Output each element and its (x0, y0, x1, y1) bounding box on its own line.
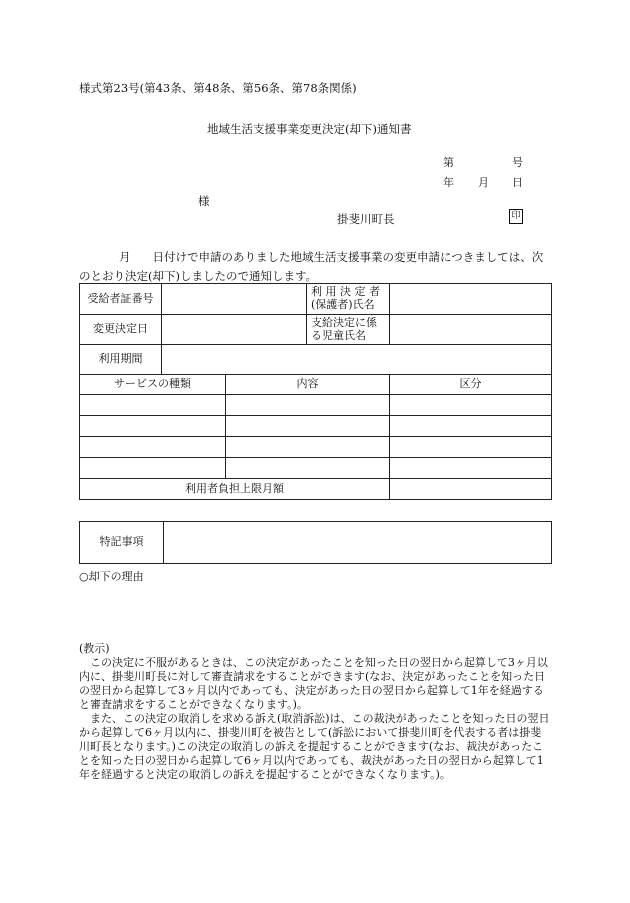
rejection-reason-label: ○却下の理由 (79, 570, 144, 583)
change-date-value[interactable] (162, 315, 307, 345)
doc-number-go: 号 (512, 156, 523, 169)
category-cell[interactable] (390, 458, 552, 479)
notice-paragraph-2: また、この決定の取消しを求める訴え(取消訴訟)は、この裁決があったことを知った日の翌日から起算して6ヶ月以内に、掛斐川町を被告として(訴訟において掛斐川町を代表する者は掛斐川町長となります。)この決定の取消しの訴えを提起することができます(なお、裁決があったことを知った日の翌日から起算して6ヶ月以内であっても、裁決があった日の翌日から起算して1年を経過すると決定の取消しの訴えを提起することができなくなります。)。 (79, 712, 550, 781)
notice-paragraph-1: この決定に不服があるときは、この決定があったことを知った日の翌日から起算して3ヶ月以内に、掛斐川町長に対して審査請求をすることができます(なお、決定があったことを知った日の翌日から起算して3ヶ月以内であっても、決定があった日の翌日から起算して1年を経過すると審査請求をすることができなくなります。)。 (79, 656, 548, 711)
period-value[interactable] (162, 345, 552, 375)
special-notes-value[interactable] (164, 522, 552, 564)
category-cell[interactable] (390, 395, 552, 416)
change-date-label: 変更決定日 (80, 315, 162, 345)
form-number: 様式第23号(第43条、第48条、第56条、第78条関係) (79, 81, 357, 95)
intro-line: 日付けで申請のありました地域生活支援事業の変更申請につきましては、次のとおり決定(却下)しましたので通知します。 (79, 250, 544, 283)
service-type-cell[interactable] (80, 458, 226, 479)
decision-user-value[interactable] (390, 284, 552, 315)
decision-table (79, 283, 552, 500)
service-type-cell[interactable] (80, 437, 226, 458)
upper-limit-value[interactable] (390, 479, 552, 500)
notice-block (79, 642, 551, 782)
service-type-cell[interactable] (80, 416, 226, 437)
col-category: 区分 (390, 375, 552, 395)
special-notes-table (79, 521, 552, 564)
upper-limit-label: 利用者負担上限月額 (80, 479, 390, 500)
intro-text (79, 248, 551, 286)
col-service-type: サービスの種類 (80, 375, 226, 395)
doc-number-dai: 第 (443, 156, 454, 169)
col-content: 内容 (226, 375, 390, 395)
recipient-honorific: 様 (198, 194, 210, 208)
recipient-cert-value[interactable] (162, 284, 307, 315)
period-label: 利用期間 (80, 345, 162, 375)
sender-name: 掛斐川町長 (337, 212, 395, 226)
date-year: 年 (443, 176, 454, 189)
decision-user-label: 利 用 決 定 者(保護者)氏名 (307, 284, 390, 315)
table-row (80, 458, 552, 479)
category-cell[interactable] (390, 416, 552, 437)
date-day: 日 (512, 176, 523, 189)
table-row (80, 437, 552, 458)
table-row (80, 416, 552, 437)
child-name-label: 支給決定に係る児童氏名 (307, 315, 390, 345)
content-cell[interactable] (226, 395, 390, 416)
document-title: 地域生活支援事業変更決定(却下)通知書 (207, 122, 412, 136)
intro-month: 月 (119, 250, 131, 264)
notice-heading: (教示) (79, 642, 110, 655)
recipient-cert-label: 受給者証番号 (80, 284, 162, 315)
service-type-cell[interactable] (80, 395, 226, 416)
date-month: 月 (478, 176, 489, 189)
table-row (80, 395, 552, 416)
seal-stamp: 印 (509, 209, 523, 224)
special-notes-label: 特記事項 (80, 522, 164, 564)
content-cell[interactable] (226, 416, 390, 437)
category-cell[interactable] (390, 437, 552, 458)
content-cell[interactable] (226, 437, 390, 458)
child-name-value[interactable] (390, 315, 552, 345)
content-cell[interactable] (226, 458, 390, 479)
